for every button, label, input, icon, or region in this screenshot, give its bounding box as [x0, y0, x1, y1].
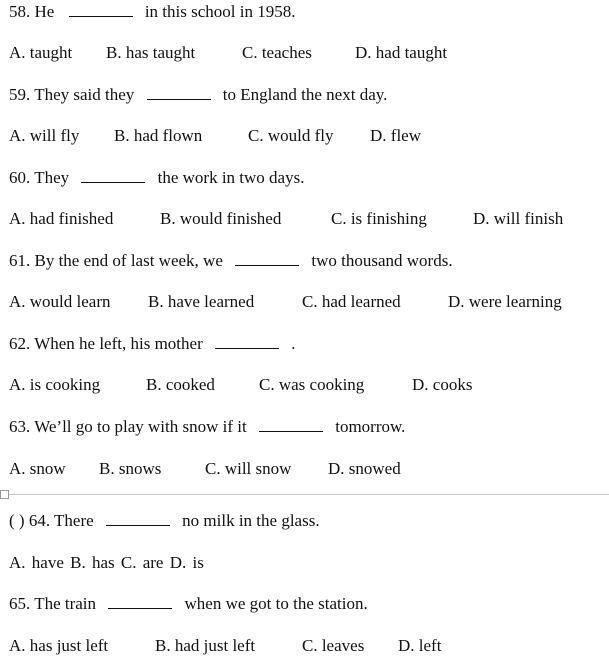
option-d: D. cooks	[412, 375, 473, 394]
option-b: B. snows	[99, 459, 162, 478]
option-b: B. has taught	[106, 43, 196, 62]
option-a: A. is cooking	[9, 375, 101, 394]
answer-blank	[235, 251, 299, 266]
option-c: C. would fly	[248, 126, 334, 145]
question-59-text-end: to England the next day.	[222, 85, 388, 104]
option-c: C. teaches	[242, 43, 312, 62]
option-b: B. had just left	[155, 636, 256, 655]
option-b: B. have learned	[148, 292, 255, 311]
question-61-text-end: two thousand words.	[311, 251, 453, 270]
option-b: B. cooked	[146, 375, 215, 394]
question-63-text-end: tomorrow.	[335, 417, 406, 436]
options-64-text: A. have B. has C. are D. is	[9, 553, 204, 572]
options-59	[9, 125, 609, 147]
option-c: C. was cooking	[259, 375, 365, 394]
question-61	[9, 250, 453, 272]
table-anchor-marker	[0, 490, 9, 499]
answer-blank	[69, 2, 133, 17]
options-58	[9, 42, 609, 64]
question-65-text: 65. The train	[9, 594, 97, 613]
answer-blank	[108, 594, 172, 609]
option-b: B. would finished	[160, 209, 282, 228]
answer-blank	[147, 85, 211, 100]
question-62-text: 62. When he left, his mother	[9, 334, 203, 353]
answer-blank	[106, 511, 170, 526]
options-61	[9, 291, 609, 313]
answer-blank	[215, 334, 279, 349]
question-64	[9, 510, 320, 532]
question-64-text-end: no milk in the glass.	[182, 511, 320, 530]
option-b: B. had flown	[114, 126, 203, 145]
option-c: C. is finishing	[331, 209, 427, 228]
option-d: D. were learning	[448, 292, 562, 311]
option-d: D. had taught	[355, 43, 448, 62]
question-62	[9, 333, 295, 355]
question-60	[9, 167, 304, 189]
option-a: A. had finished	[9, 209, 114, 228]
option-a: A. has just left	[9, 636, 109, 655]
option-a: A. will fly	[9, 126, 80, 145]
option-c: C. will snow	[205, 459, 292, 478]
answer-blank	[259, 417, 323, 432]
option-c: C. had learned	[302, 292, 401, 311]
question-59	[9, 84, 387, 106]
option-c: C. leaves	[302, 636, 365, 655]
options-60	[9, 208, 609, 230]
options-63	[9, 458, 609, 480]
question-62-text-end: .	[291, 334, 296, 353]
question-60-text-end: the work in two days.	[157, 168, 305, 187]
section-divider	[0, 494, 609, 495]
question-59-text: 59. They said they	[9, 85, 135, 104]
answer-blank	[81, 168, 145, 183]
question-61-text: 61. By the end of last week, we	[9, 251, 223, 270]
question-58-text-end: in this school in 1958.	[144, 2, 296, 21]
question-65-text-end: when we got to the station.	[184, 594, 368, 613]
option-a: A. taught	[9, 43, 73, 62]
option-d: D. left	[398, 636, 442, 655]
option-a: A. would learn	[9, 292, 111, 311]
options-64	[9, 552, 204, 574]
question-64-text: ( ) 64. There	[9, 511, 94, 530]
option-d: D. flew	[370, 126, 421, 145]
question-60-text: 60. They	[9, 168, 70, 187]
question-63	[9, 416, 405, 438]
question-58	[9, 1, 295, 23]
question-63-text: 63. We’ll go to play with snow if it	[9, 417, 247, 436]
question-58-text: 58. He	[9, 2, 55, 21]
options-65	[9, 635, 609, 657]
option-a: A. snow	[9, 459, 66, 478]
option-d: D. will finish	[473, 209, 564, 228]
options-62	[9, 374, 609, 396]
option-d: D. snowed	[328, 459, 401, 478]
question-65	[9, 593, 368, 615]
